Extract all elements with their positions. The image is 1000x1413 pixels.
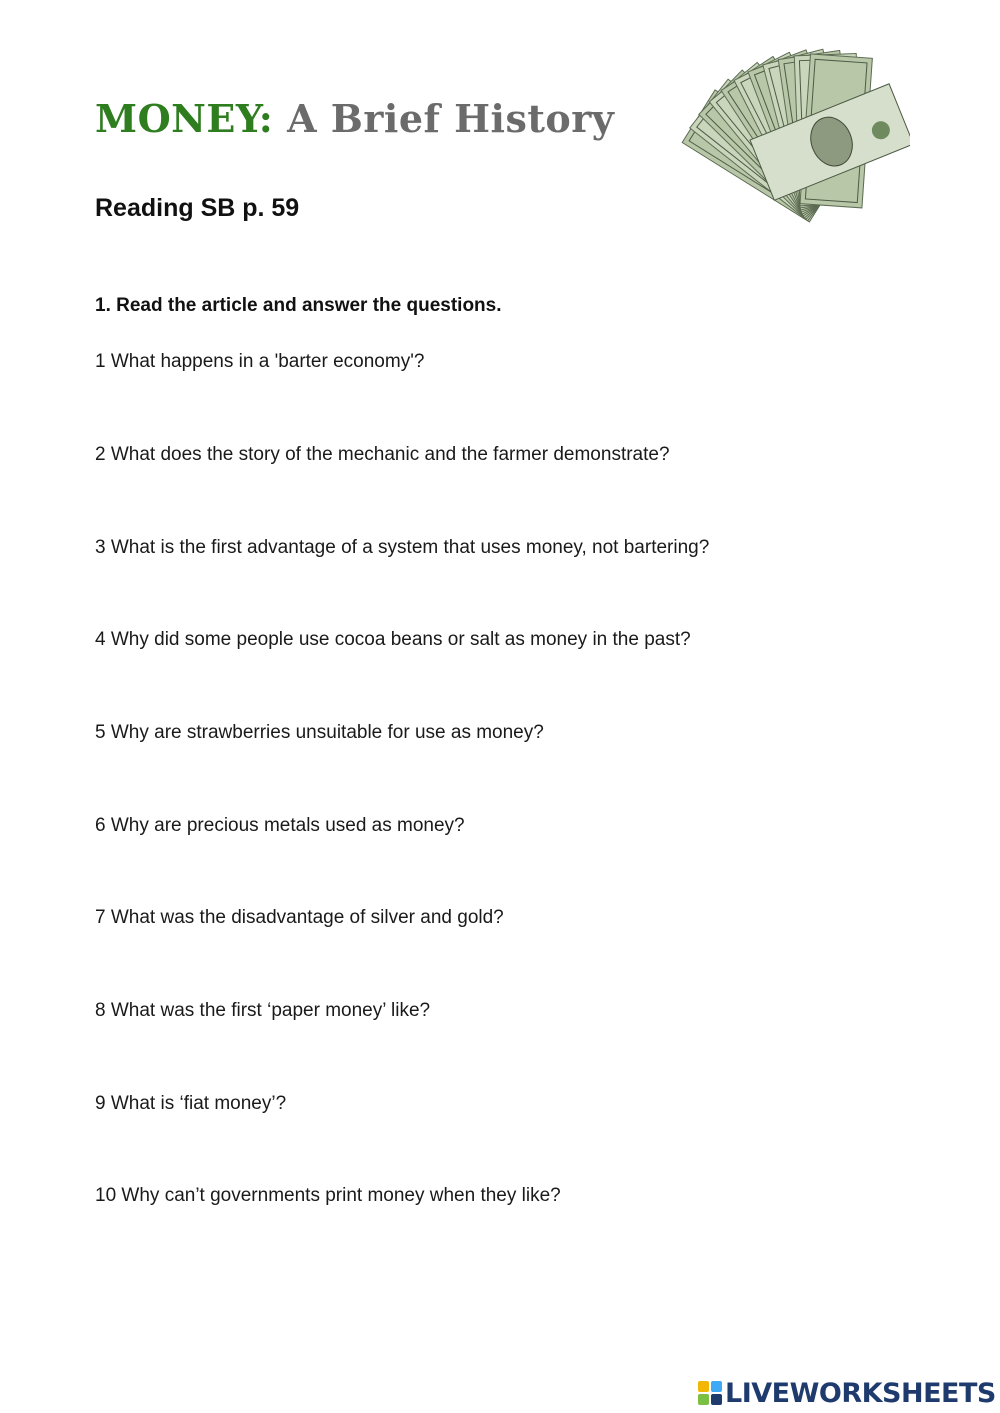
question-1: 1 What happens in a 'barter economy'? (95, 351, 425, 372)
answer-field-9[interactable] (95, 1120, 905, 1164)
answer-field-7[interactable] (95, 934, 905, 978)
question-4: 4 Why did some people use cocoa beans or salt as money in the past? (95, 629, 691, 650)
answer-field-8[interactable] (95, 1027, 905, 1071)
answer-field-5[interactable] (95, 749, 905, 793)
question-3: 3 What is the first advantage of a system that uses money, not bartering? (95, 537, 710, 558)
instructions: 1. Read the article and answer the questions. (95, 295, 502, 316)
logo-text: LIVEWORKSHEETS (725, 1377, 996, 1409)
dollar-bills-fan-icon (680, 40, 910, 235)
answer-field-10[interactable] (95, 1212, 905, 1256)
question-2: 2 What does the story of the mechanic and the farmer demonstrate? (95, 444, 670, 465)
question-7: 7 What was the disadvantage of silver and gold? (95, 907, 504, 928)
question-6: 6 Why are precious metals used as money? (95, 815, 465, 836)
answer-field-6[interactable] (95, 842, 905, 886)
answer-field-2[interactable] (95, 471, 905, 515)
worksheet-title (95, 96, 614, 141)
question-10: 10 Why can’t governments print money when they like? (95, 1185, 561, 1206)
liveworksheets-logo-icon (698, 1381, 722, 1405)
title-brief-history: A Brief History (287, 96, 615, 141)
answer-field-3[interactable] (95, 564, 905, 608)
question-9: 9 What is ‘fiat money’? (95, 1093, 287, 1114)
title-money: MONEY: (95, 96, 274, 141)
answer-field-4[interactable] (95, 656, 905, 700)
liveworksheets-logo[interactable] (698, 1377, 996, 1409)
reading-reference: Reading SB p. 59 (95, 194, 300, 222)
question-8: 8 What was the first ‘paper money’ like? (95, 1000, 431, 1021)
answer-field-1[interactable] (95, 378, 905, 422)
question-5: 5 Why are strawberries unsuitable for use as money? (95, 722, 544, 743)
